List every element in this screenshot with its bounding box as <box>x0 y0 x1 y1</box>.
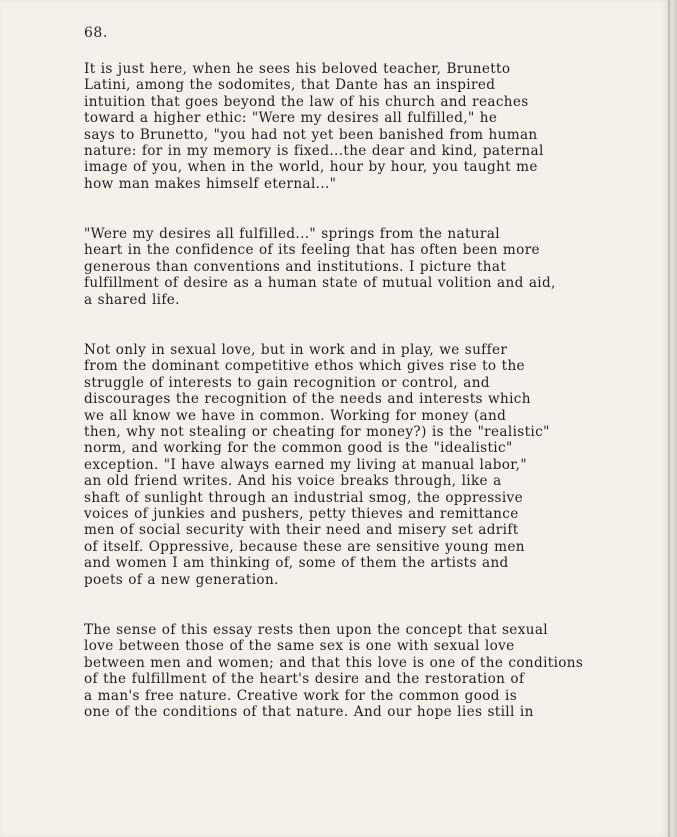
text-line: exception. "I have always earned my living at manual labor," <box>84 456 527 473</box>
text-line: shaft of sunlight through an industrial smog, the oppressive <box>84 489 523 506</box>
text-line: It is just here, when he sees his beloved teacher, Brunetto <box>84 61 511 77</box>
text-line: The sense of this essay rests then upon the concept that sexual <box>84 622 548 638</box>
text-line: an old friend writes. And his voice breaks through, like a <box>84 473 502 490</box>
text-line: norm, and working for the common good is the "idealistic" <box>84 440 513 457</box>
text-line: "Were my desires all fulfilled..." springs from the natural <box>84 226 500 242</box>
paragraph-4 <box>84 622 583 720</box>
text-line: generous than conventions and institutions. I picture that <box>84 258 507 275</box>
text-line: voices of junkies and pushers, petty thieves and remittance <box>84 506 519 523</box>
text-line: and women I am thinking of, some of them the artists and <box>84 555 509 572</box>
text-line: toward a higher ethic: "Were my desires all fulfilled," he <box>84 110 498 127</box>
text-line: from the dominant competitive ethos which gives rise to the <box>84 358 525 375</box>
text-line: men of social security with their need and misery set adrift <box>84 522 519 539</box>
text-line: struggle of interests to gain recognition or control, and <box>84 374 490 391</box>
text-line: of the fulfillment of the heart's desire and the restoration of <box>84 671 525 688</box>
text-line: how man makes himself eternal..." <box>84 175 337 192</box>
text-line: between men and women; and that this love is one of the conditions <box>84 654 584 671</box>
text-line: nature: for in my memory is fixed...the dear and kind, paternal <box>84 143 544 160</box>
text-line: says to Brunetto, "you had not yet been banished from human <box>84 126 538 143</box>
text-line: poets of a new generation. <box>84 571 279 588</box>
text-line: then, why not stealing or cheating for money?) is the "realistic" <box>84 424 550 441</box>
text-line: of itself. Oppressive, because these are sensitive young men <box>84 538 525 555</box>
text-line: heart in the confidence of its feeling that has often been more <box>84 242 540 259</box>
text-line: love between those of the same sex is one with sexual love <box>84 638 515 655</box>
text-line: we all know we have in common. Working for money (and <box>84 407 507 424</box>
text-line: image of you, when in the world, hour by hour, you taught me <box>84 159 538 176</box>
text-line: Not only in sexual love, but in work and in play, we suffer <box>84 342 508 358</box>
paragraph-2 <box>84 226 556 308</box>
text-line: discourages the recognition of the needs and interests which <box>84 391 531 408</box>
text-line: Latini, among the sodomites, that Dante has an inspired <box>84 77 496 94</box>
page-edge <box>668 0 677 837</box>
text-line: a shared life. <box>84 291 180 308</box>
text-line: a man's free nature. Creative work for the common good is <box>84 687 518 704</box>
text-line: fulfillment of desire as a human state of mutual volition and aid, <box>84 275 556 292</box>
text-line: intuition that goes beyond the law of his church and reaches <box>84 93 529 110</box>
paragraph-1 <box>84 61 544 192</box>
paragraph-3 <box>84 342 550 588</box>
text-line: one of the conditions of that nature. And our hope lies still in <box>84 704 534 721</box>
page-number: 68. <box>84 25 108 41</box>
